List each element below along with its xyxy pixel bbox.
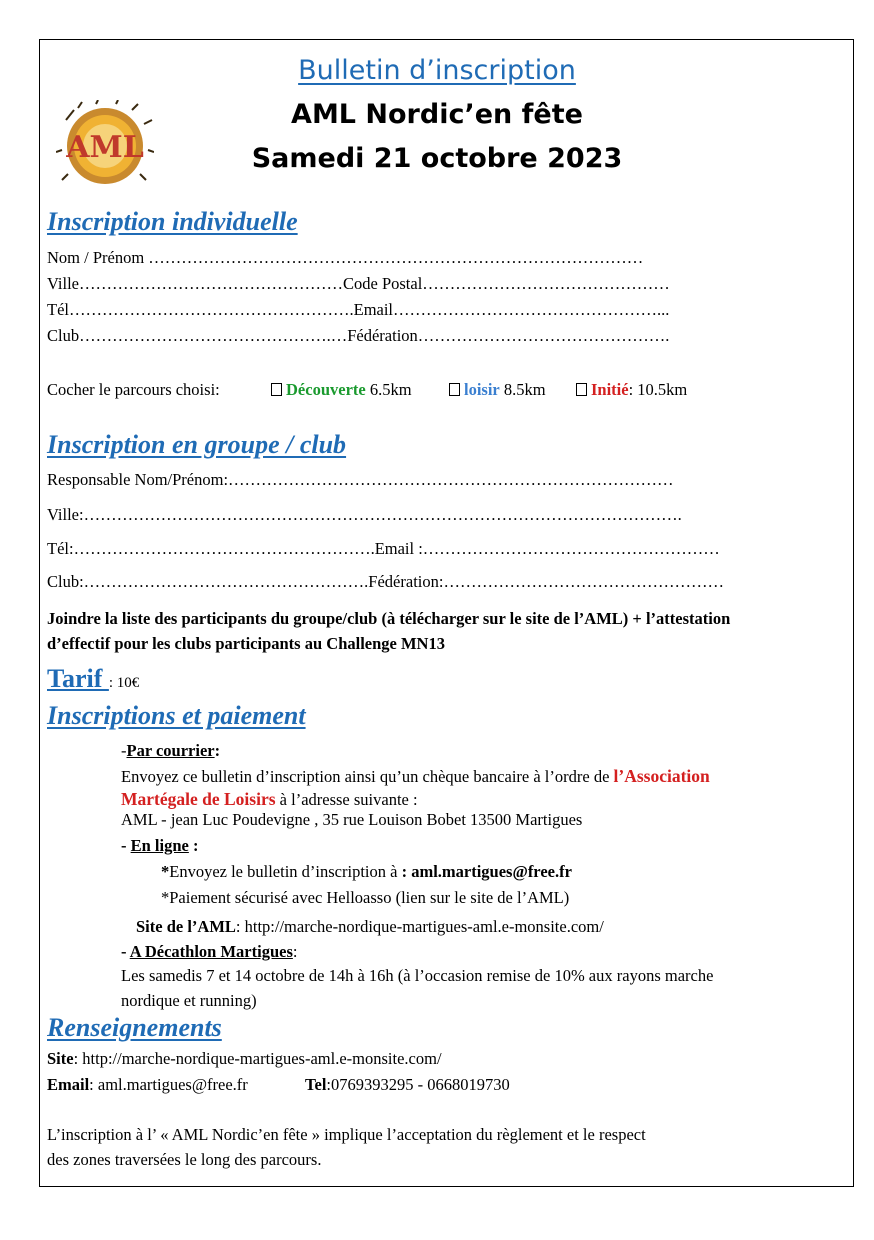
route-dist-initie: : 10.5km (628, 380, 688, 399)
form-title: Bulletin d’inscription (298, 55, 576, 86)
individual-name-line: Nom / Prénom ……………………………………………………………………………… (47, 248, 644, 267)
info-tel-line: Tel:0769393295 - 0668019730 (305, 1075, 510, 1094)
group-note-line2: d’effectif pour les clubs participants au Challenge MN13 (47, 634, 445, 653)
group-tel-line: Tél:……………………………………………….Email :……………………………………………… (47, 539, 720, 558)
route-name-initie: Initié (591, 380, 629, 399)
checkbox-initie[interactable] (576, 383, 587, 396)
checkbox-decouverte[interactable] (271, 383, 282, 396)
route-dist-loisir: 8.5km (499, 380, 546, 399)
payment-mail-address: AML - jean Luc Poudevigne , 35 rue Louison Bobet 13500 Martigues (121, 810, 583, 829)
payment-mail-text-2: Martégale de Loisirs à l’adresse suivante : (121, 789, 418, 809)
payment-mail-title: -Par courrier: (121, 741, 221, 760)
route-name-loisir: loisir (464, 380, 500, 399)
tarif-row (47, 664, 139, 694)
payment-online-email-line: *Envoyez le bulletin d’inscription à : aml.martigues@free.fr (161, 862, 572, 881)
group-club-line: Club:…………………………………………….Fédération:…………………………………………… (47, 572, 724, 591)
payment-site-line: Site de l’AML: http://marche-nordique-martigues-aml.e-monsite.com/ (136, 917, 604, 936)
event-date: Samedi 21 octobre 2023 (251, 143, 623, 174)
individual-city-line: Ville…………………………………………Code Postal……………………………………… (47, 274, 670, 293)
info-site-link[interactable]: : http://marche-nordique-martigues-aml.e-monsite.com/ (73, 1049, 442, 1068)
route-option-initie[interactable] (576, 380, 687, 400)
info-email-line: Email: aml.martigues@free.fr (47, 1075, 248, 1094)
association-name-1: l’Association (613, 766, 710, 786)
info-site-line: Site: http://marche-nordique-martigues-aml.e-monsite.com/ (47, 1049, 442, 1068)
aml-logo-icon (56, 100, 154, 192)
payment-store-line2: nordique et running) (121, 991, 257, 1010)
route-prompt: Cocher le parcours choisi: (47, 380, 220, 399)
route-dist-decouverte: 6.5km (365, 380, 412, 399)
footer-line1: L’inscription à l’ « AML Nordic’en fête » implique l’acceptation du règlement et le respect (47, 1125, 646, 1144)
tarif-value: : 10€ (108, 675, 140, 691)
route-name-decouverte: Découverte (286, 380, 366, 399)
payment-mail-text: Envoyez ce bulletin d’inscription ainsi qu’un chèque bancaire à l’ordre de l’Association (121, 766, 710, 786)
payment-store-title: - A Décathlon Martigues: (121, 942, 298, 961)
checkbox-loisir[interactable] (449, 383, 460, 396)
info-email-link[interactable]: : aml.martigues@free.fr (89, 1075, 248, 1094)
individual-club-line: Club……………………………………….…Fédération………………………………………. (47, 326, 670, 345)
footer-line2: des zones traversées le long des parcours. (47, 1150, 322, 1169)
payment-email-link[interactable]: : aml.martigues@free.fr (401, 862, 572, 881)
individual-tel-line: Tél…………………………………………….Email…………………………………………... (47, 300, 670, 319)
group-city-line: Ville:………………………………………………………………………………………………. (47, 505, 682, 524)
group-note-line1: Joindre la liste des participants du groupe/club (à télécharger sur le site de l’AML) + l’attestation (47, 609, 731, 628)
payment-online-title: - En ligne : (121, 836, 199, 855)
section-group-heading: Inscription en groupe / club (47, 430, 347, 459)
tarif-label: Tarif (47, 664, 109, 693)
payment-store-line1: Les samedis 7 et 14 octobre de 14h à 16h (à l’occasion remise de 10% aux rayons marche (121, 966, 714, 985)
association-name-2: Martégale de Loisirs (121, 789, 276, 809)
event-name: AML Nordic’en fête (291, 99, 583, 130)
route-option-decouverte[interactable] (271, 380, 412, 400)
group-responsible-line: Responsable Nom/Prénom:……………………………………………………………………… (47, 470, 674, 489)
logo-text: AML (66, 130, 144, 165)
payment-site-link[interactable]: : http://marche-nordique-martigues-aml.e-monsite.com/ (235, 917, 604, 936)
section-payment-heading: Inscriptions et paiement (47, 701, 306, 730)
payment-online-helloasso: *Paiement sécurisé avec Helloasso (lien sur le site de l’AML) (161, 888, 570, 907)
section-info-heading: Renseignements (47, 1013, 222, 1042)
section-individual-heading: Inscription individuelle (47, 207, 298, 236)
route-option-loisir[interactable] (449, 380, 546, 400)
